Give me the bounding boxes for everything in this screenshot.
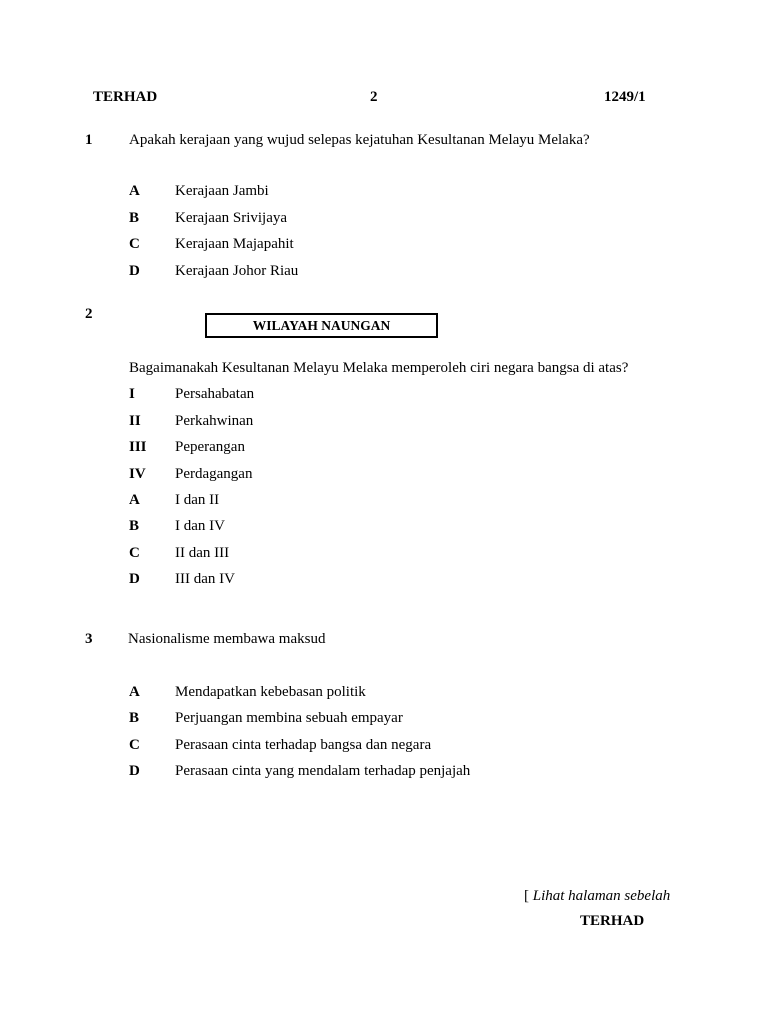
paper-code: 1249/1 — [604, 89, 646, 105]
q1-option-label: C — [129, 236, 140, 252]
q3-option-label: D — [129, 763, 140, 779]
question-2-stimulus-box: WILAYAH NAUNGAN — [205, 313, 438, 338]
q2-option-label: C — [129, 545, 140, 561]
q1-option-text: Kerajaan Johor Riau — [175, 263, 299, 279]
q2-statement-text: Perkahwinan — [175, 413, 254, 429]
question-2-text: Bagaimanakah Kesultanan Melayu Melaka memperoleh ciri negara bangsa di atas? — [129, 360, 629, 376]
q1-option-label: B — [129, 210, 140, 226]
page-number: 2 — [370, 89, 378, 105]
q3-option-text: Perjuangan membina sebuah empayar — [175, 710, 403, 726]
q1-option-text: Kerajaan Majapahit — [175, 236, 294, 252]
question-3-number: 3 — [85, 631, 93, 647]
q3-option-label: B — [129, 710, 140, 726]
question-3-text: Nasionalisme membawa maksud — [128, 631, 326, 647]
q2-statement-label: II — [129, 413, 141, 429]
q2-statement-text: Perdagangan — [175, 466, 253, 482]
q2-statement-label: I — [129, 386, 135, 402]
q2-option-label: D — [129, 571, 140, 587]
q1-option-label: A — [129, 183, 140, 199]
question-1-text: Apakah kerajaan yang wujud selepas kejatuhan Kesultanan Melayu Melaka? — [129, 132, 590, 148]
q2-statement-text: Persahabatan — [175, 386, 255, 402]
q1-option-text: Kerajaan Jambi — [175, 183, 269, 199]
q1-option-text: Kerajaan Srivijaya — [175, 210, 288, 226]
footer-bracket: [ — [524, 888, 529, 904]
footer-turn-page-text: Lihat halaman sebelah — [532, 888, 671, 904]
q3-option-text: Perasaan cinta yang mendalam terhadap penjajah — [175, 763, 471, 779]
q2-option-label: A — [129, 492, 140, 508]
q2-statement-label: III — [129, 439, 147, 455]
q1-option-label: D — [129, 263, 140, 279]
q3-option-text: Mendapatkan kebebasan politik — [175, 684, 366, 700]
header-classification: TERHAD — [93, 89, 158, 105]
question-2-number: 2 — [85, 306, 93, 322]
q3-option-label: A — [129, 684, 140, 700]
q2-option-text: I dan II — [175, 492, 220, 508]
footer-classification: TERHAD — [580, 913, 645, 929]
q2-option-text: II dan III — [175, 545, 230, 561]
q2-statement-text: Peperangan — [175, 439, 245, 455]
q3-option-label: C — [129, 737, 140, 753]
q3-option-text: Perasaan cinta terhadap bangsa dan negara — [175, 737, 432, 753]
q2-statement-label: IV — [129, 466, 146, 482]
q2-option-text: III dan IV — [175, 571, 235, 587]
q2-option-label: B — [129, 518, 140, 534]
question-1-number: 1 — [85, 132, 93, 148]
footer-turn-page — [524, 888, 670, 905]
q2-option-text: I dan IV — [175, 518, 225, 534]
